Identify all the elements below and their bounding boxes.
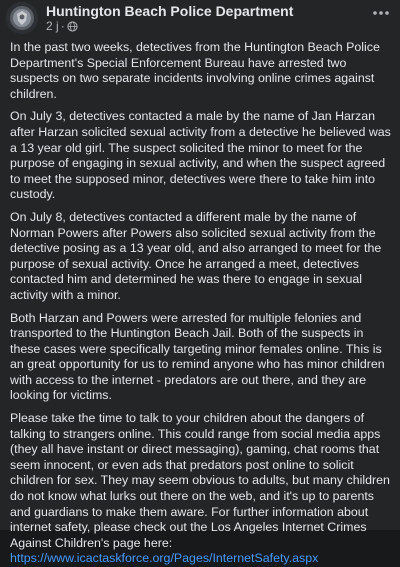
post-paragraph-last	[10, 411, 396, 567]
globe-icon	[67, 21, 78, 32]
post-time[interactable]: 2 j	[46, 19, 59, 33]
police-badge-icon	[6, 2, 38, 34]
post-paragraph: In the past two weeks, detectives from the Huntington Beach Police Department's Special Enforcement Bureau have arrested two suspects on two separate incidents involving online crimes against children.	[10, 40, 380, 101]
page-avatar[interactable]	[6, 2, 38, 34]
post-paragraph: On July 8, detectives contacted a different male by the name of Norman Powers after Powers also solicited sexual activity from the detective posing as a 13 year old, and also arranged to meet for the purpose of sexual activity. Once he arranged a meet, detectives contacted him and determined he was there to engage in sexual activity with a minor.	[10, 209, 382, 302]
post-paragraph: On July 3, detectives contacted a male by the name of Jan Harzan after Harzan solicited sexual activity from a detective he believed was a 13 year old girl. The suspect solicited the minor to meet for the purpose of engaging in sexual activity, and when the suspect agreed to meet the supposed minor, detectives were there to take him into custody.	[10, 109, 391, 202]
page-name[interactable]: Huntington Beach Police Department	[46, 3, 294, 19]
more-options-button[interactable]	[370, 4, 392, 22]
post-paragraph: Both Harzan and Powers were arrested for multiple felonies and transported to the Huntington Beach Jail. Both of the suspects in these cases were specifically targeting minor females online. This is an great opportunity for us to remind anyone who has minor children with access to the internet - predators are out there, and they are looking for victims.	[10, 310, 385, 403]
post-meta	[46, 19, 78, 33]
post-header	[0, 0, 400, 38]
internet-safety-link[interactable]: https://www.icactaskforce.org/Pages/InternetSafety.aspx	[10, 551, 319, 566]
more-options-icon	[372, 10, 390, 16]
meta-separator: ·	[60, 19, 65, 33]
post-body	[10, 40, 396, 567]
post-paragraph-text: Please take the time to talk to your children about the dangers of talking to strangers online. This could range from social media apps (they all have instant or direct messaging), gaming, chat rooms that seem innocent, or even ads that predators post online to solicit children for sex. They may seem obvious to adults, but many children do not know what lurks out there on the web, and it's up to parents and guardians to make them aware. For further information about internet safety, please check out the Los Angeles Internet Crimes Against Children's page here:	[10, 411, 390, 550]
